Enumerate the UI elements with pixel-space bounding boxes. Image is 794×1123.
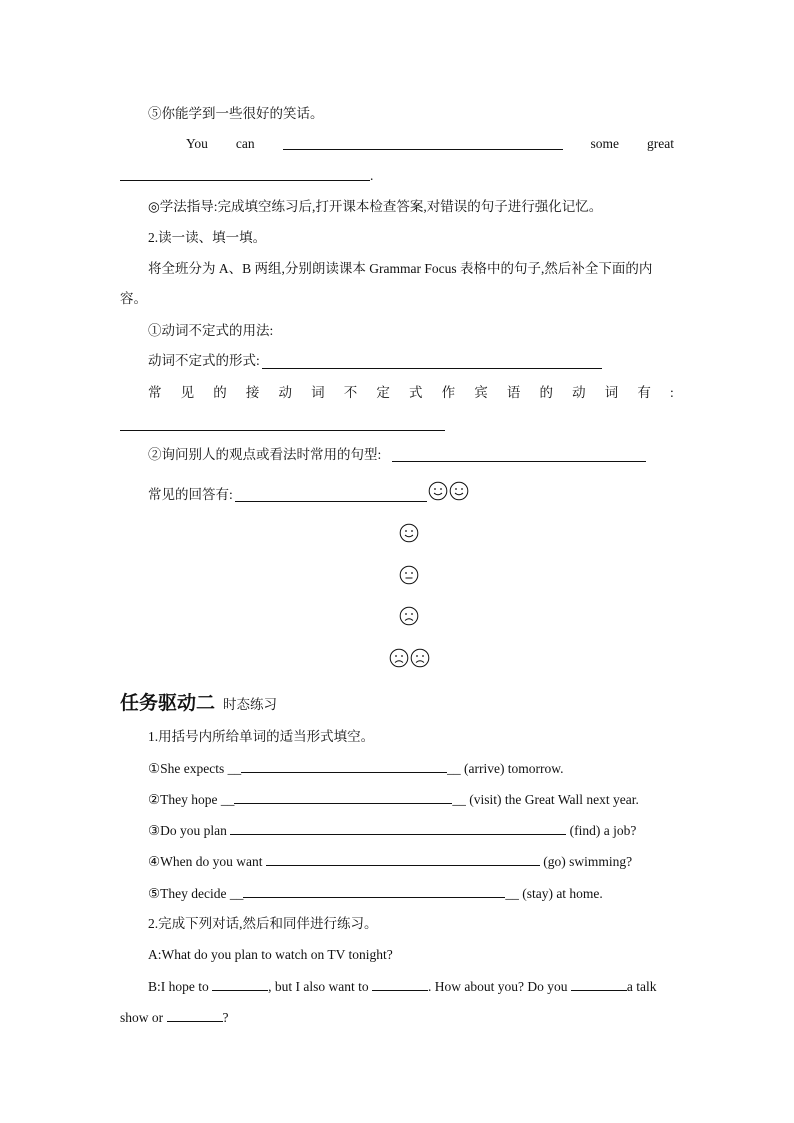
dialog-b-text: ? bbox=[222, 1010, 229, 1025]
ex1-item-suffix: __ (stay) at home. bbox=[505, 886, 603, 901]
ex1-item-suffix: (find) a job? bbox=[566, 823, 637, 838]
verbs-label-char: 不 bbox=[343, 385, 358, 400]
section2-instruction: 将全班分为 A、B 两组,分别朗读课本 Grammar Focus 表格中的句子,然后补全下面的内 bbox=[148, 261, 653, 276]
point2-pattern-blank[interactable] bbox=[392, 461, 646, 462]
ex1-item-prefix: ①She expects __ bbox=[148, 761, 242, 776]
section2-title: 2.读一读、填一填。 bbox=[148, 230, 267, 245]
ex1-blank-3[interactable] bbox=[230, 820, 566, 835]
dialog-line-b-cont bbox=[120, 1007, 229, 1028]
dialog-line-b bbox=[148, 976, 656, 997]
item5-blank[interactable] bbox=[283, 134, 563, 154]
point1-title: ①动词不定式的用法: bbox=[148, 323, 274, 338]
word-can: can bbox=[235, 136, 255, 151]
word-great: great bbox=[647, 136, 674, 151]
frown-face-icon bbox=[410, 648, 430, 668]
ex1-item-3 bbox=[148, 820, 636, 841]
dialog-blank-1[interactable] bbox=[212, 976, 268, 991]
point1-verbs-blank[interactable] bbox=[120, 430, 430, 431]
smile-face-icon bbox=[428, 481, 448, 501]
ex2-title: 2.完成下列对话,然后和同伴进行练习。 bbox=[148, 916, 378, 931]
ex1-item-1 bbox=[148, 758, 564, 779]
item5-blank-continued[interactable] bbox=[120, 180, 370, 181]
dialog-blank-3[interactable] bbox=[571, 976, 627, 991]
point2-answers-label: 常见的回答有: bbox=[148, 487, 233, 502]
verbs-label-char: 式 bbox=[409, 385, 423, 400]
verbs-label-char: 词 bbox=[311, 385, 325, 400]
point1-form-label: 动词不定式的形式: bbox=[148, 353, 260, 368]
ex1-item-prefix: ⑤They decide __ bbox=[148, 886, 244, 901]
ex1-blank-2[interactable] bbox=[234, 789, 452, 804]
ex1-item-suffix: __ (visit) the Great Wall next year. bbox=[452, 792, 639, 807]
study-tip: ◎学法指导:完成填空练习后,打开课本检查答案,对错误的句子进行强化记忆。 bbox=[148, 199, 603, 214]
point1-verbs-label bbox=[148, 383, 674, 403]
ex1-item-suffix: __ (arrive) tomorrow. bbox=[447, 761, 564, 776]
ex1-title: 1.用括号内所给单词的适当形式填空。 bbox=[148, 729, 375, 744]
dialog-b-text: , but I also want to bbox=[268, 979, 372, 994]
verbs-label-char: 接 bbox=[245, 385, 260, 400]
answers-blank-1[interactable] bbox=[235, 501, 427, 502]
verbs-label-char: 词 bbox=[604, 385, 619, 400]
frown-face-icon bbox=[389, 648, 409, 668]
dialog-b-text: B:I hope to bbox=[148, 979, 213, 994]
verbs-label-char: 的 bbox=[213, 385, 227, 400]
word-you: You bbox=[186, 136, 208, 151]
dialog-blank-4[interactable] bbox=[167, 1007, 223, 1022]
point2-title: ②询问别人的观点或看法时常用的句型: bbox=[148, 447, 382, 462]
ex1-item-prefix: ③Do you plan bbox=[148, 823, 231, 838]
ex1-item-5 bbox=[148, 883, 603, 904]
ex1-item-prefix: ④When do you want bbox=[148, 854, 266, 869]
dialog-b-text: show or bbox=[120, 1010, 167, 1025]
verbs-label-char: 动 bbox=[278, 385, 292, 400]
item5-end: . bbox=[370, 168, 374, 183]
smile-face-icon bbox=[399, 523, 419, 543]
point1-verbs-blank-end[interactable] bbox=[430, 430, 445, 431]
dialog-b-text: a talk bbox=[626, 979, 657, 994]
dialog-blank-2[interactable] bbox=[372, 976, 428, 991]
task-heading bbox=[120, 688, 277, 715]
ex1-blank-1[interactable] bbox=[241, 758, 447, 773]
item5-english-line bbox=[148, 134, 674, 154]
ex1-blank-5[interactable] bbox=[243, 883, 505, 898]
verbs-label-char: : bbox=[670, 385, 674, 400]
verbs-label-char: 见 bbox=[180, 385, 195, 400]
verbs-label-char: 定 bbox=[376, 385, 390, 400]
point1-form-blank[interactable] bbox=[262, 368, 602, 369]
item5-chinese: ⑤你能学到一些很好的笑话。 bbox=[148, 106, 324, 121]
word-some: some bbox=[590, 136, 620, 151]
verbs-label-char: 常 bbox=[148, 385, 162, 400]
verbs-label-char: 宾 bbox=[474, 385, 488, 400]
ex1-item-suffix: (go) swimming? bbox=[539, 854, 633, 869]
ex1-item-2 bbox=[148, 789, 639, 810]
dialog-b-text: . How about you? Do you bbox=[428, 979, 571, 994]
verbs-label-char: 语 bbox=[506, 385, 521, 400]
frown-face-icon bbox=[399, 606, 419, 626]
verbs-label-char: 作 bbox=[441, 385, 456, 400]
smile-face-icon bbox=[449, 481, 469, 501]
dialog-line-a: A:What do you plan to watch on TV tonight? bbox=[148, 947, 393, 962]
ex1-item-4 bbox=[148, 851, 632, 872]
task-heading-subtitle: 时态练习 bbox=[223, 697, 278, 713]
neutral-face-icon bbox=[399, 565, 419, 585]
verbs-label-char: 动 bbox=[572, 385, 586, 400]
verbs-label-char: 有 bbox=[637, 385, 651, 400]
section2-instruction-cont: 容。 bbox=[120, 291, 147, 306]
ex1-item-prefix: ②They hope __ bbox=[148, 792, 235, 807]
ex1-blank-4[interactable] bbox=[266, 851, 540, 866]
task-heading-title: 任务驱动二 bbox=[120, 692, 216, 714]
verbs-label-char: 的 bbox=[539, 385, 553, 400]
